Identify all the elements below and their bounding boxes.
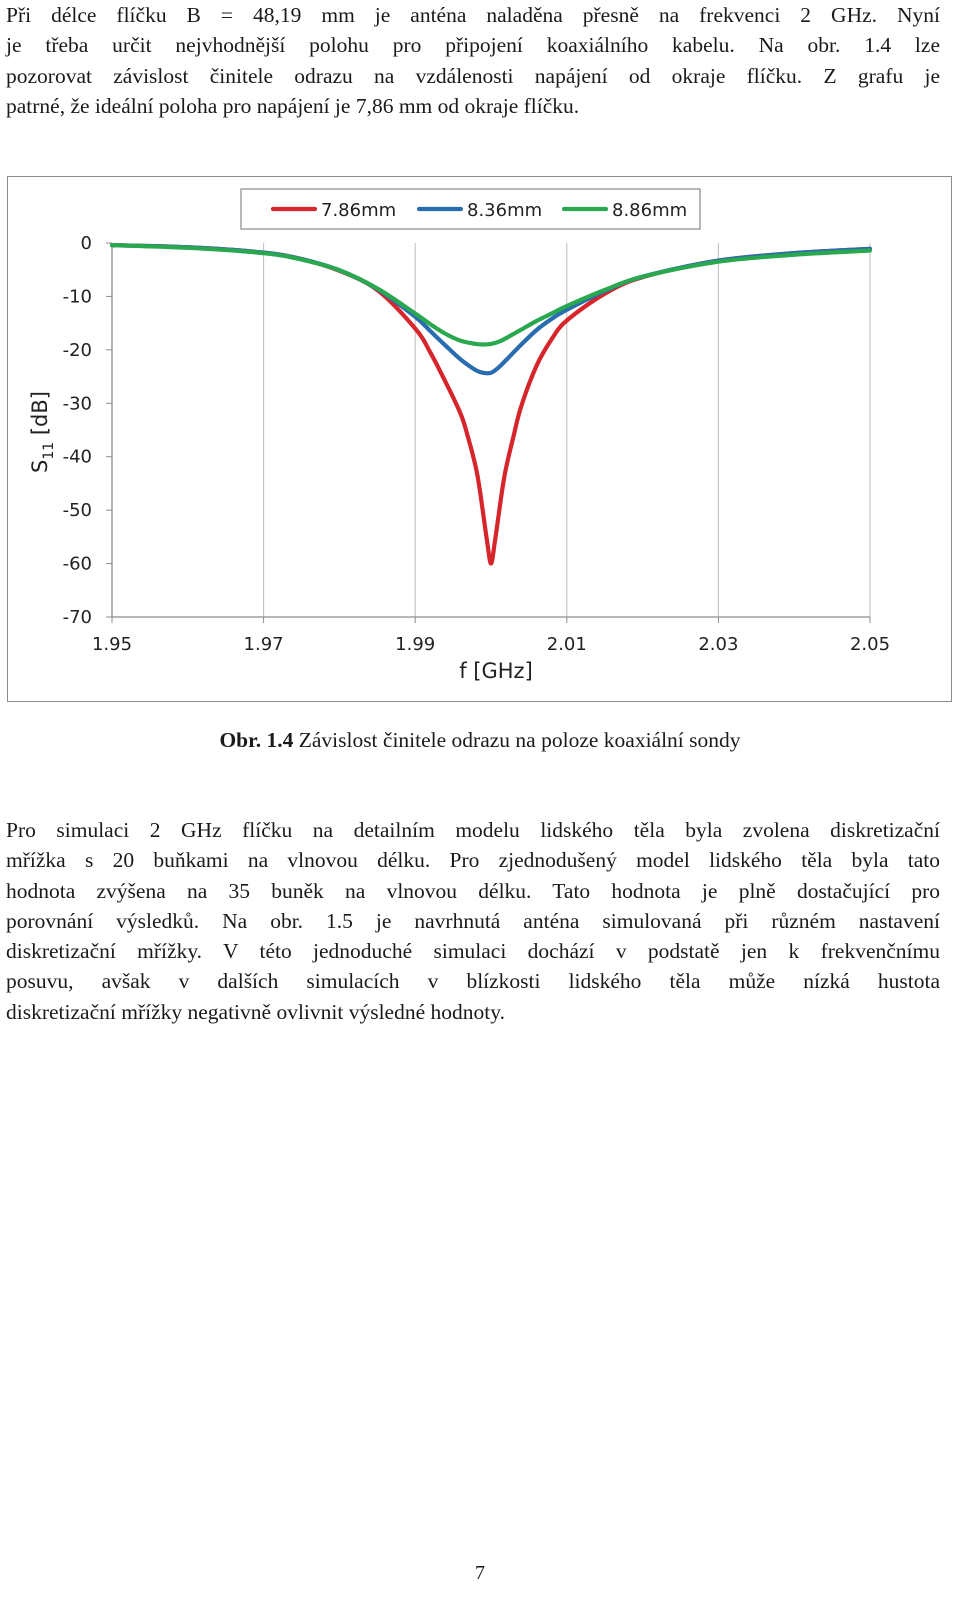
intro-paragraph xyxy=(6,0,940,121)
y-axis-title-subscript: 11 xyxy=(41,441,57,460)
grid-lines xyxy=(264,243,870,617)
text-line: Při délce flíčku B = 48,19 mm je anténa naladěna přesně na frekvenci 2 GHz. Nyní xyxy=(6,3,940,27)
x-tick-label: 2.03 xyxy=(698,634,739,655)
figure-label: Obr. 1.4 xyxy=(219,728,294,752)
y-axis-title-unit: [dB] xyxy=(28,391,52,442)
series-line-8.36mm xyxy=(112,245,870,373)
series-line-7.86mm xyxy=(112,245,870,563)
tick-labels xyxy=(63,233,890,655)
chart-frame xyxy=(7,176,952,702)
x-axis-title: f [GHz] xyxy=(459,659,533,683)
series-line-8.86mm xyxy=(112,245,870,344)
text-line: porovnání výsledků. Na obr. 1.5 je navrhnutá anténa simulovaná při různém nastavení xyxy=(6,908,940,933)
y-tick-label: 0 xyxy=(80,233,92,254)
text-line: Pro simulaci 2 GHz flíčku na detailním modelu lidského těla byla zvolena diskretizační xyxy=(6,818,940,842)
y-tick-label: -40 xyxy=(62,446,92,468)
y-axis-title-main: S xyxy=(28,459,52,473)
legend-label: 8.36mm xyxy=(467,200,543,221)
text-line: diskretizační mřížky negativně ovlivnit výsledné hodnoty. xyxy=(6,999,505,1024)
legend-label: 8.86mm xyxy=(612,200,688,221)
body-paragraph xyxy=(6,815,940,1027)
y-axis-title xyxy=(28,391,57,473)
text-line: mřížka s 20 buňkami na vlnovou délku. Pro zjednodušený model lidského těla byla tato xyxy=(6,848,940,873)
text-line: pozorovat závislost činitele odrazu na vzdálenosti napájení od okraje flíčku. Z grafu je xyxy=(6,63,940,88)
x-tick-label: 1.95 xyxy=(91,634,133,655)
legend-label: 7.86mm xyxy=(321,200,397,221)
text-line: hodnota zvýšena na 35 buněk na vlnovou délku. Tato hodnota je plně dostačující pro xyxy=(6,878,940,903)
legend xyxy=(241,189,700,229)
x-tick-label: 2.01 xyxy=(546,634,587,655)
x-tick-label: 1.97 xyxy=(243,634,284,655)
x-tick-label: 2.05 xyxy=(849,634,891,655)
y-tick-label: -60 xyxy=(62,553,92,575)
figure-caption-text: Závislost činitele odrazu na poloze koaxiální sondy xyxy=(293,728,741,752)
text-line: posuvu, avšak v dalších simulacích v blízkosti lidského těla může nízká hustota xyxy=(6,969,940,994)
y-tick-label: -50 xyxy=(62,500,92,522)
text-line: je třeba určit nejvhodnější polohu pro připojení koaxiálního kabelu. Na obr. 1.4 lze xyxy=(6,33,940,58)
page-number: 7 xyxy=(475,1562,485,1584)
y-tick-label: -20 xyxy=(62,339,92,361)
series-lines xyxy=(112,245,870,563)
text-line: patrné, že ideální poloha pro napájení je 7,86 mm od okraje flíčku. xyxy=(6,93,580,118)
axes xyxy=(106,243,870,623)
y-tick-label: -10 xyxy=(62,286,92,308)
y-tick-label: -30 xyxy=(62,393,92,415)
figure-caption xyxy=(0,728,960,753)
text-line: diskretizační mřížky. V této jednoduché simulaci dochází v podstatě jen k frekvenčnímu xyxy=(6,939,940,964)
x-tick-label: 1.99 xyxy=(395,634,436,655)
s11-chart xyxy=(8,177,950,700)
y-tick-label: -70 xyxy=(62,607,92,628)
